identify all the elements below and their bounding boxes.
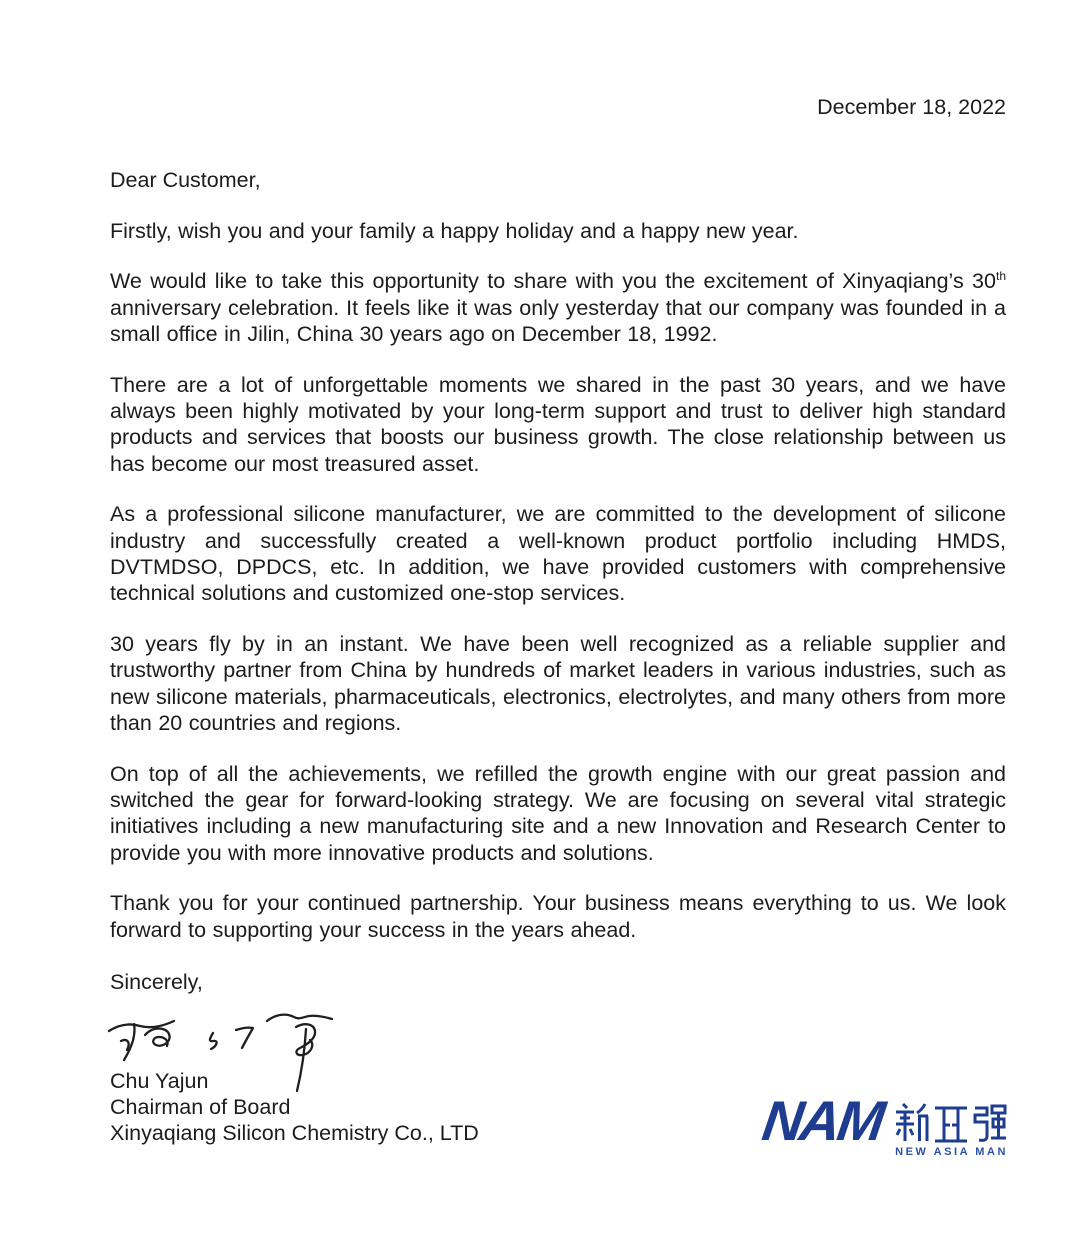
signer-block bbox=[110, 1068, 1006, 1152]
paragraph-silicone-manufacturer: As a professional silicone manufacturer, we are committed to the development of silicone industry and successfully created a well-known product portfolio including HMDS, DVTMDSO, DPDCS, etc. In addition, we have provided customers with comprehensive technical solutions and customized one-stop services. bbox=[110, 502, 1006, 606]
signer-name: Chu Yajun bbox=[110, 1068, 209, 1093]
paragraph-30-years: 30 years fly by in an instant. We have been well recognized as a reliable supplier and trustworthy partner from China by hundreds of market leaders in various industries, such as new silicone materials, pharmaceuticals, electronics, electrolytes, and many others from more than 20 countries and regions. bbox=[110, 631, 1006, 736]
signer-company: Xinyaqiang Silicon Chemistry Co., LTD bbox=[110, 1120, 479, 1145]
paragraph-holiday-wish: Firstly, wish you and your family a happy holiday and a happy new year. bbox=[110, 219, 799, 243]
paragraph-unforgettable-moments: There are a lot of unforgettable moments we shared in the past 30 years, and we have always been highly motivated by your long-term support and trust to deliver high standard products and services that boosts our business growth. The close relationship between us has become our most treasured asset. bbox=[110, 372, 1006, 476]
paragraph-anniversary bbox=[110, 268, 1006, 347]
signer-title: Chairman of Board bbox=[110, 1094, 291, 1119]
signature-area bbox=[110, 996, 1006, 1068]
letter-closing: Sincerely, bbox=[110, 969, 203, 994]
logo-subtitle: NEW ASIA MAN bbox=[895, 1146, 1008, 1158]
letter-page bbox=[110, 0, 1006, 1152]
letter-greeting: Dear Customer, bbox=[110, 168, 261, 192]
ordinal-superscript: th bbox=[995, 269, 1006, 284]
letter-date: December 18, 2022 bbox=[817, 95, 1006, 119]
paragraph-achievements: On top of all the achievements, we refilled the growth engine with our great passion and switched the gear for forward-looking strategy. We are focusing on several vital strategic initiatives including a new manufacturing site and a new Innovation and Research Center to provide you with more innovative products and solutions. bbox=[110, 761, 1006, 865]
logo-nam-wordmark: NAM bbox=[758, 1089, 886, 1152]
paragraph-anniversary-post: anniversary celebration. It feels like it was only yesterday that our company was founded in a small office in Jilin, China 30 years ago on December 18, 1992. bbox=[110, 295, 1006, 347]
paragraph-anniversary-pre: We would like to take this opportunity to share with you the excitement of Xinyaqiang’s 30 bbox=[110, 269, 996, 294]
paragraph-thank-you: Thank you for your continued partnership. Your business means everything to us. We look forward to supporting your success in the years ahead. bbox=[110, 891, 1006, 942]
